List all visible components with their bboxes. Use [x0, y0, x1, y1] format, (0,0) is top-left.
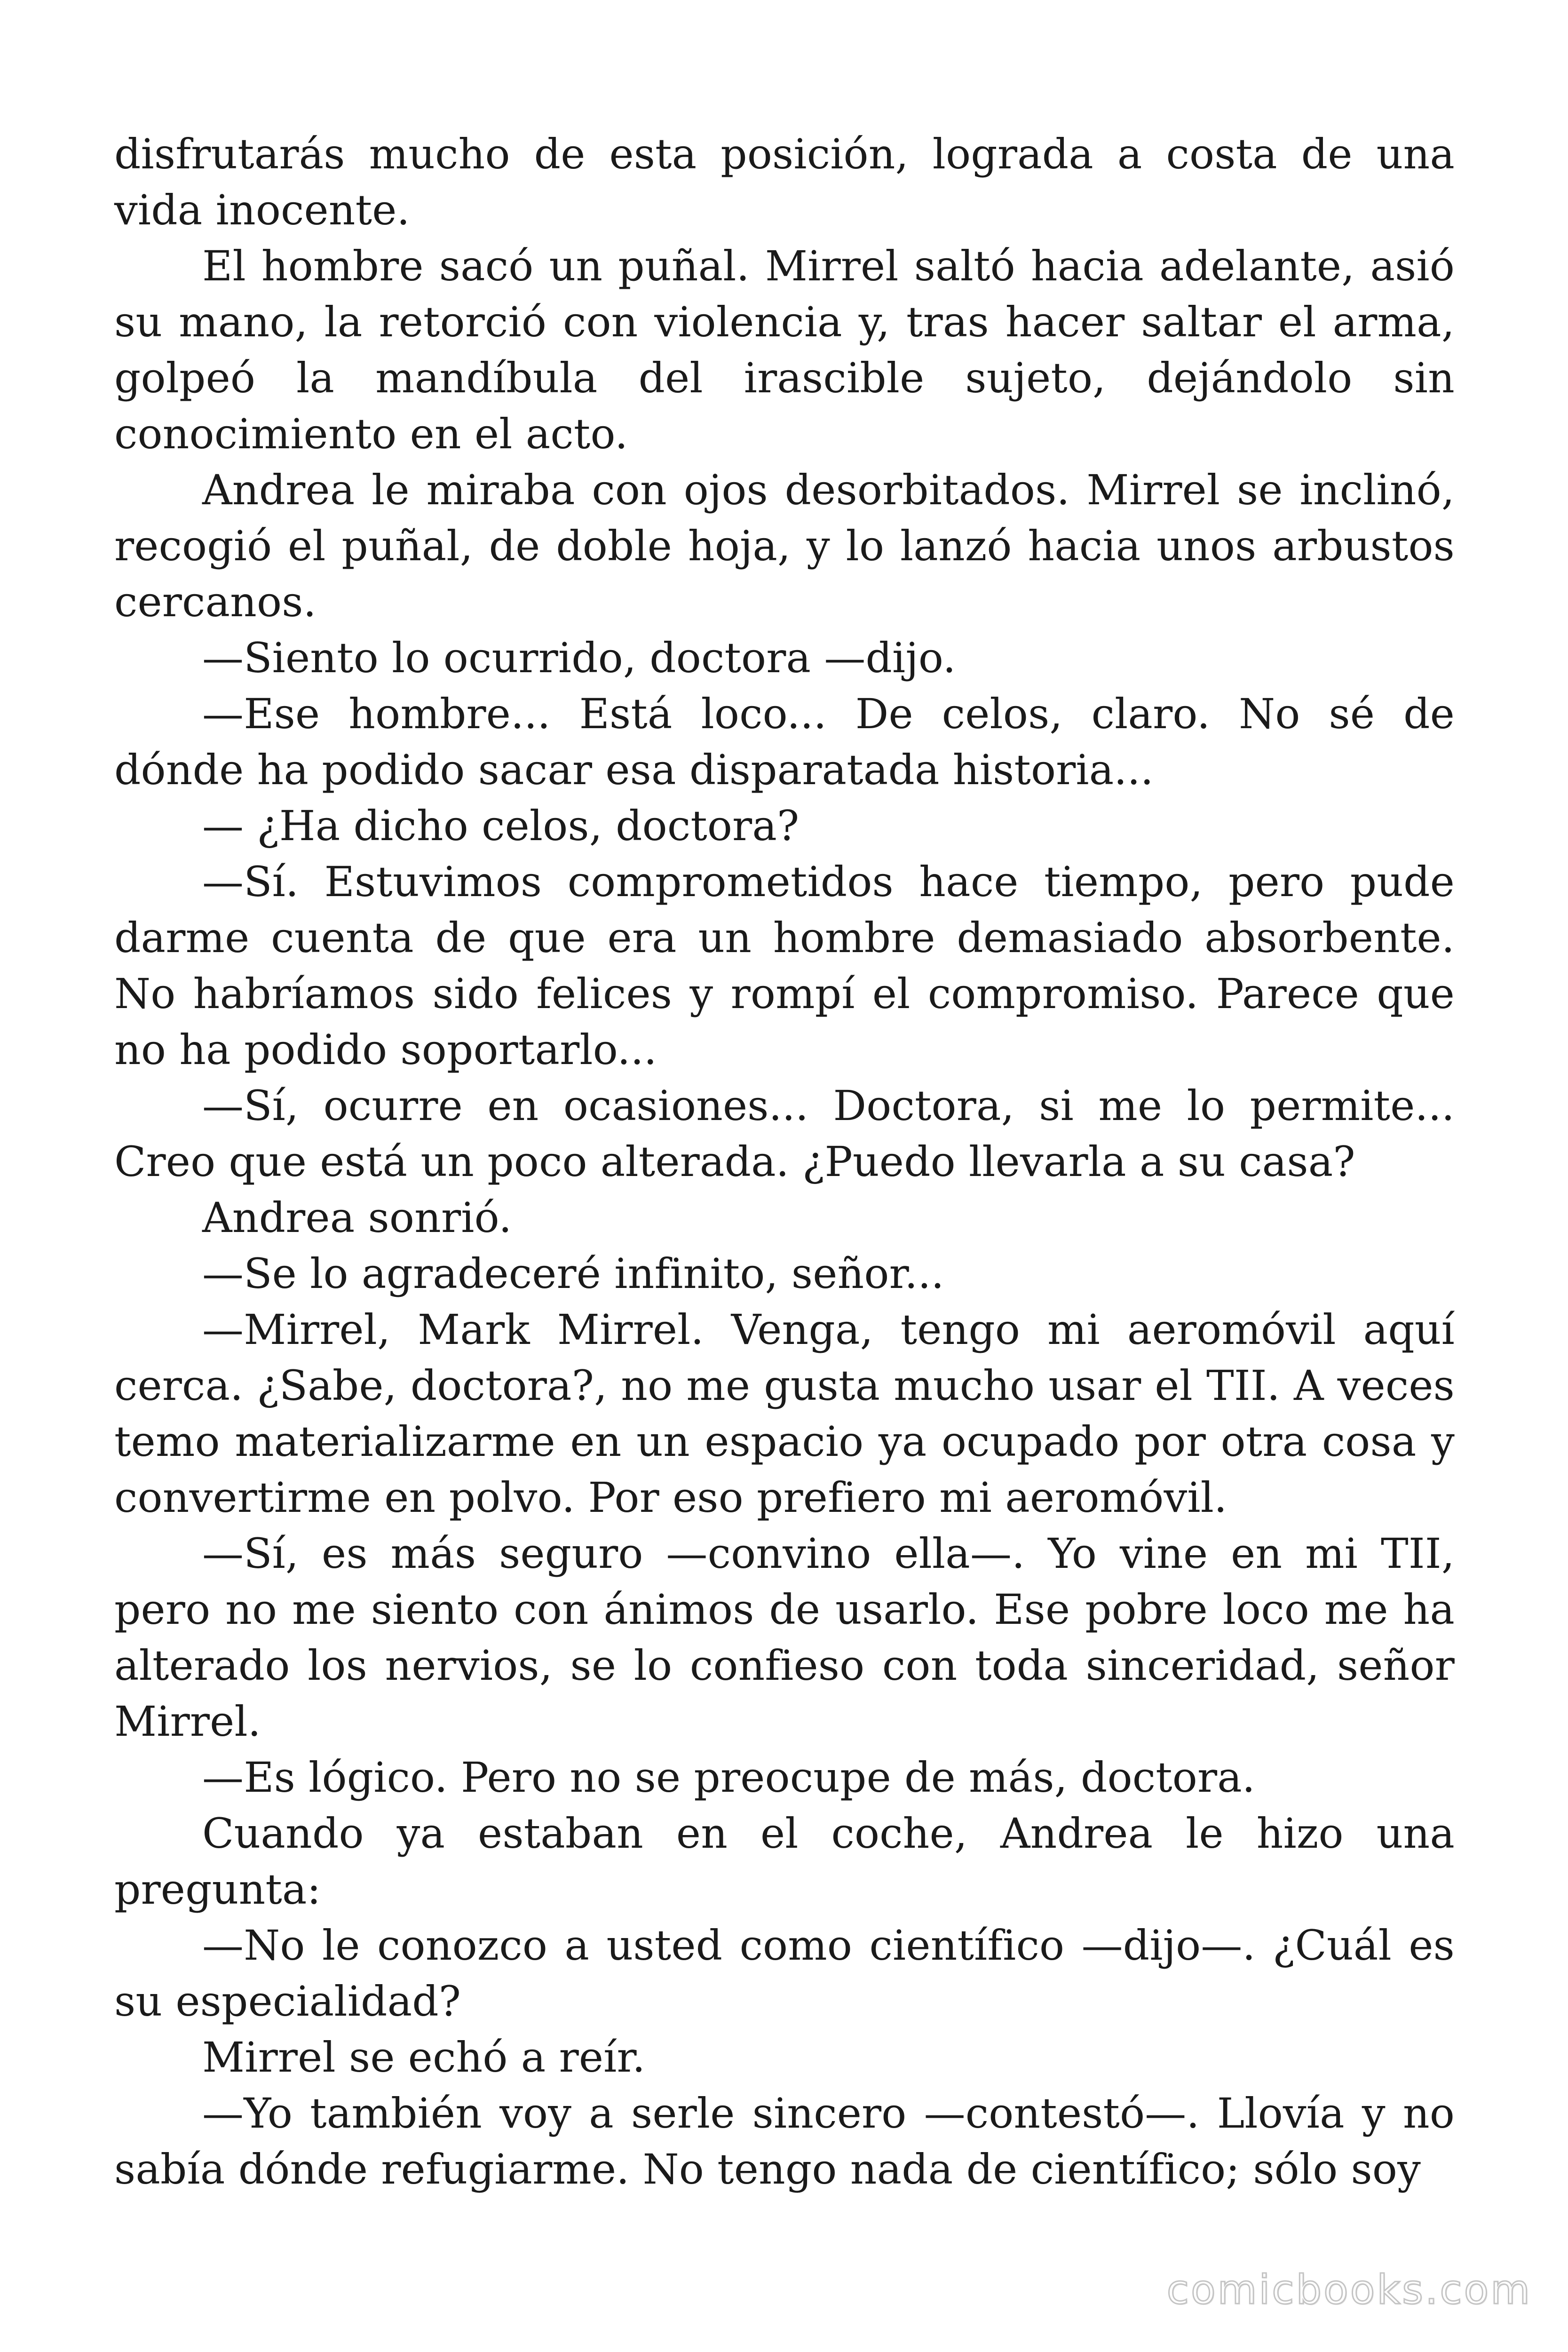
paragraph-10: —Se lo agradeceré infinito, señor... — [202, 1249, 944, 1298]
paragraph-5: —Ese hombre... Está loco... De celos, claro. No sé de dónde ha podido sacar esa disparatada historia... — [114, 690, 1455, 794]
paragraph-2: El hombre sacó un puñal. Mirrel saltó hacia adelante, asió su mano, la retorció con violencia y, tras hacer saltar el arma, golpeó la mandíbula del irascible sujeto, dejándolo sin conocimiento en el acto. — [114, 242, 1455, 458]
paragraph-7: —Sí. Estuvimos comprometidos hace tiempo, pero pude darme cuenta de que era un hombre demasiado absorbente. No habríamos sido felices y rompí el compromiso. Parece que no ha podido soportarlo... — [114, 858, 1455, 1074]
paragraph-11: —Mirrel, Mark Mirrel. Venga, tengo mi aeromóvil aquí cerca. ¿Sabe, doctora?, no me gusta mucho usar el TII. A veces temo materializarme en un espacio ya ocupado por otra cosa y convertirme en polvo. Por eso prefiero mi aeromóvil. — [114, 1305, 1455, 1522]
paragraph-4: —Siento lo ocurrido, doctora —dijo. — [202, 634, 956, 682]
paragraph-6: — ¿Ha dicho celos, doctora? — [202, 802, 800, 850]
paragraph-12: —Sí, es más seguro —convino ella—. Yo vine en mi TII, pero no me siento con ánimos de usarlo. Ese pobre loco me ha alterado los nervios, se lo confieso con toda sinceridad, señor Mirrel. — [114, 1529, 1455, 1746]
paragraph-16: Mirrel se echó a reír. — [202, 2033, 646, 2082]
paragraph-8: —Sí, ocurre en ocasiones... Doctora, si me lo permite... Creo que está un poco alterada. ¿Puedo llevarla a su casa? — [114, 1081, 1455, 1186]
paragraph-17: —Yo también voy a serle sincero —contestó—. Llovía y no sabía dónde refugiarme. No tengo nada de científico; sólo soy — [114, 2089, 1455, 2193]
paragraph-15: —No le conozco a usted como científico —dijo—. ¿Cuál es su especialidad? — [114, 1921, 1455, 2026]
paragraph-14: Cuando ya estaban en el coche, Andrea le hizo una pregunta: — [114, 1809, 1455, 1914]
paragraph-9: Andrea sonrió. — [202, 1193, 512, 1242]
watermark-logo: comicbooks.com — [1166, 2266, 1532, 2313]
paragraph-3: Andrea le miraba con ojos desorbitados. Mirrel se inclinó, recogió el puñal, de doble hoja, y lo lanzó hacia unos arbustos cercanos. — [114, 466, 1455, 626]
page-text — [114, 126, 1455, 2197]
paragraph-1: disfrutarás mucho de esta posición, lograda a costa de una vida inocente. — [114, 130, 1455, 234]
paragraph-13: —Es lógico. Pero no se preocupe de más, doctora. — [202, 1753, 1256, 1802]
